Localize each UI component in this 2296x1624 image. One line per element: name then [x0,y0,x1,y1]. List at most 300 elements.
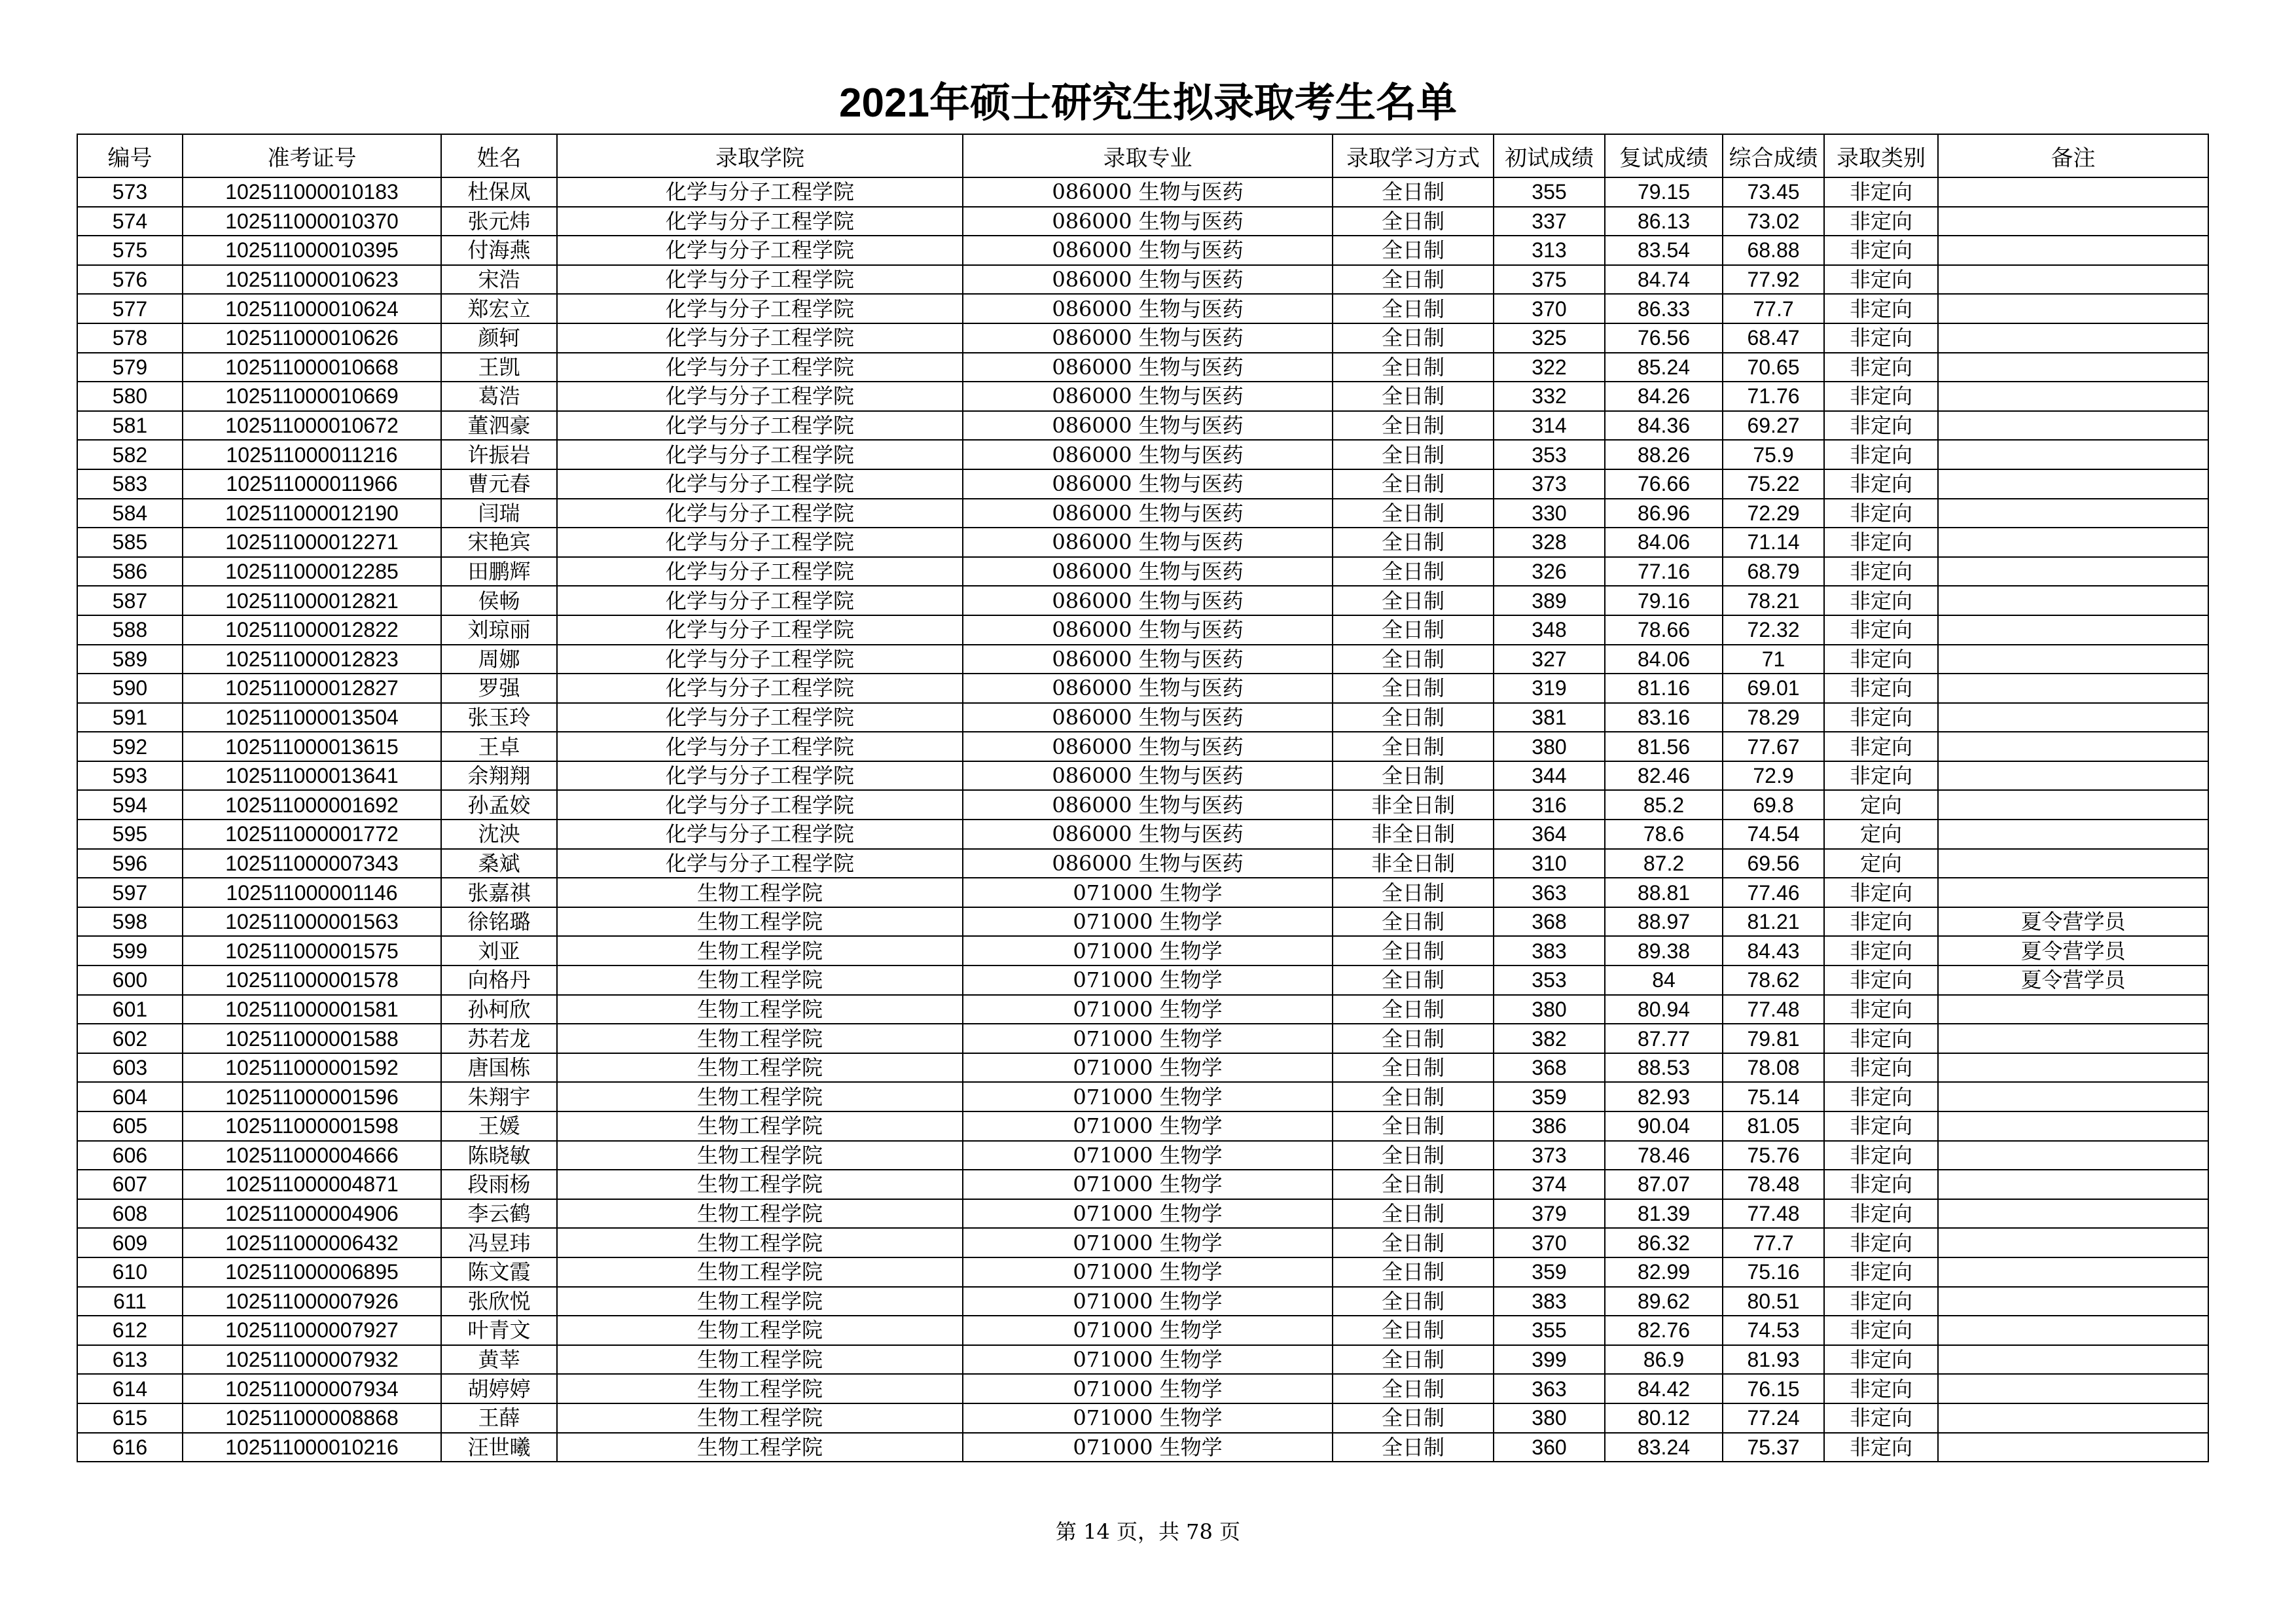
cell-retest-score: 86.96 [1605,499,1723,528]
cell-number: 615 [77,1403,183,1433]
cell-remarks [1938,1170,2208,1199]
cell-total-score: 69.01 [1723,674,1824,703]
cell-major: 086000 生物与医药 [963,674,1333,703]
cell-remarks [1938,878,2208,907]
cell-exam-id: 102511000007343 [183,849,441,878]
cell-total-score: 77.48 [1723,995,1824,1024]
cell-name: 唐国栋 [441,1053,557,1083]
cell-remarks [1938,353,2208,382]
cell-remarks [1938,849,2208,878]
table-row [77,1403,2208,1433]
cell-initial-score: 353 [1494,965,1605,995]
cell-initial-score: 355 [1494,177,1605,207]
cell-remarks [1938,1403,2208,1433]
cell-retest-score: 80.12 [1605,1403,1723,1433]
cell-admission-type: 非定向 [1824,1345,1938,1375]
cell-retest-score: 88.53 [1605,1053,1723,1083]
cell-study-mode: 全日制 [1333,907,1494,937]
cell-number: 596 [77,849,183,878]
cell-exam-id: 102511000001692 [183,790,441,820]
column-header-major: 录取专业 [963,134,1333,177]
cell-college: 化学与分子工程学院 [557,790,963,820]
cell-major: 086000 生物与医药 [963,790,1333,820]
table-row [77,1228,2208,1257]
cell-remarks [1938,207,2208,236]
cell-total-score: 78.62 [1723,965,1824,995]
cell-college: 化学与分子工程学院 [557,528,963,557]
cell-remarks [1938,1345,2208,1375]
cell-initial-score: 379 [1494,1199,1605,1229]
cell-name: 徐铭璐 [441,907,557,937]
cell-admission-type: 非定向 [1824,207,1938,236]
cell-number: 586 [77,557,183,586]
cell-college: 生物工程学院 [557,878,963,907]
cell-remarks [1938,790,2208,820]
cell-study-mode: 非全日制 [1333,790,1494,820]
cell-exam-id: 102511000007934 [183,1374,441,1403]
cell-name: 葛浩 [441,382,557,411]
cell-study-mode: 全日制 [1333,1053,1494,1083]
cell-name: 宋艳宾 [441,528,557,557]
cell-initial-score: 399 [1494,1345,1605,1375]
cell-college: 生物工程学院 [557,1141,963,1170]
cell-exam-id: 102511000010626 [183,323,441,353]
cell-initial-score: 359 [1494,1257,1605,1287]
cell-admission-type: 非定向 [1824,965,1938,995]
table-row [77,645,2208,674]
cell-college: 化学与分子工程学院 [557,294,963,323]
cell-college: 生物工程学院 [557,965,963,995]
cell-remarks [1938,411,2208,441]
cell-exam-id: 102511000001575 [183,936,441,965]
cell-total-score: 71.14 [1723,528,1824,557]
cell-name: 陈晓敏 [441,1141,557,1170]
cell-retest-score: 86.32 [1605,1228,1723,1257]
cell-remarks [1938,265,2208,295]
cell-major: 071000 生物学 [963,1345,1333,1375]
cell-retest-score: 84.42 [1605,1374,1723,1403]
table-row [77,323,2208,353]
table-row [77,207,2208,236]
cell-retest-score: 87.07 [1605,1170,1723,1199]
cell-study-mode: 全日制 [1333,236,1494,265]
cell-admission-type: 非定向 [1824,1403,1938,1433]
cell-total-score: 72.29 [1723,499,1824,528]
cell-college: 生物工程学院 [557,1374,963,1403]
table-row [77,236,2208,265]
cell-exam-id: 102511000012821 [183,586,441,615]
cell-retest-score: 81.16 [1605,674,1723,703]
cell-major: 071000 生物学 [963,1228,1333,1257]
cell-major: 071000 生物学 [963,1082,1333,1111]
cell-exam-id: 102511000011966 [183,469,441,499]
cell-college: 化学与分子工程学院 [557,236,963,265]
cell-name: 田鹏辉 [441,557,557,586]
cell-exam-id: 102511000010672 [183,411,441,441]
cell-major: 086000 生物与医药 [963,849,1333,878]
cell-retest-score: 89.38 [1605,936,1723,965]
cell-remarks [1938,645,2208,674]
cell-exam-id: 102511000004666 [183,1141,441,1170]
cell-total-score: 79.81 [1723,1024,1824,1053]
cell-retest-score: 79.15 [1605,177,1723,207]
cell-exam-id: 102511000001592 [183,1053,441,1083]
cell-exam-id: 102511000004871 [183,1170,441,1199]
table-row [77,1257,2208,1287]
table-row [77,1082,2208,1111]
cell-name: 苏若龙 [441,1024,557,1053]
cell-college: 化学与分子工程学院 [557,207,963,236]
cell-exam-id: 102511000010395 [183,236,441,265]
table-row [77,907,2208,937]
cell-college: 化学与分子工程学院 [557,557,963,586]
cell-admission-type: 非定向 [1824,528,1938,557]
cell-number: 587 [77,586,183,615]
table-row [77,936,2208,965]
cell-major: 071000 生物学 [963,1374,1333,1403]
cell-total-score: 71 [1723,645,1824,674]
cell-total-score: 75.9 [1723,440,1824,469]
cell-remarks [1938,440,2208,469]
cell-major: 071000 生物学 [963,1111,1333,1141]
table-row [77,1024,2208,1053]
cell-study-mode: 全日制 [1333,936,1494,965]
cell-number: 602 [77,1024,183,1053]
cell-major: 071000 生物学 [963,965,1333,995]
cell-name: 颜轲 [441,323,557,353]
table-row [77,469,2208,499]
cell-study-mode: 全日制 [1333,995,1494,1024]
cell-major: 086000 生物与医药 [963,732,1333,761]
cell-remarks [1938,382,2208,411]
cell-study-mode: 全日制 [1333,645,1494,674]
cell-major: 071000 生物学 [963,907,1333,937]
table-row [77,820,2208,849]
cell-study-mode: 全日制 [1333,1199,1494,1229]
cell-exam-id: 102511000001598 [183,1111,441,1141]
cell-exam-id: 102511000001563 [183,907,441,937]
cell-admission-type: 非定向 [1824,732,1938,761]
cell-name: 朱翔宇 [441,1082,557,1111]
cell-initial-score: 370 [1494,1228,1605,1257]
cell-admission-type: 非定向 [1824,878,1938,907]
cell-initial-score: 322 [1494,353,1605,382]
cell-college: 生物工程学院 [557,995,963,1024]
cell-retest-score: 78.66 [1605,615,1723,645]
cell-total-score: 77.92 [1723,265,1824,295]
cell-college: 生物工程学院 [557,1345,963,1375]
cell-total-score: 72.32 [1723,615,1824,645]
column-header-initial-score: 初试成绩 [1494,134,1605,177]
cell-exam-id: 102511000010370 [183,207,441,236]
cell-exam-id: 102511000010216 [183,1433,441,1462]
table-row [77,878,2208,907]
table-row [77,1170,2208,1199]
cell-initial-score: 380 [1494,1403,1605,1433]
cell-retest-score: 82.46 [1605,761,1723,791]
cell-study-mode: 全日制 [1333,878,1494,907]
cell-total-score: 73.45 [1723,177,1824,207]
cell-number: 598 [77,907,183,937]
cell-remarks [1938,1257,2208,1287]
cell-number: 607 [77,1170,183,1199]
cell-number: 605 [77,1111,183,1141]
cell-retest-score: 88.26 [1605,440,1723,469]
cell-retest-score: 77.16 [1605,557,1723,586]
cell-remarks [1938,557,2208,586]
table-row [77,294,2208,323]
cell-major: 086000 生物与医药 [963,177,1333,207]
cell-exam-id: 102511000001146 [183,878,441,907]
cell-admission-type: 非定向 [1824,382,1938,411]
cell-number: 609 [77,1228,183,1257]
cell-number: 610 [77,1257,183,1287]
cell-initial-score: 359 [1494,1082,1605,1111]
cell-major: 071000 生物学 [963,1024,1333,1053]
cell-remarks [1938,469,2208,499]
cell-initial-score: 368 [1494,907,1605,937]
cell-total-score: 77.46 [1723,878,1824,907]
cell-retest-score: 89.62 [1605,1287,1723,1316]
cell-admission-type: 非定向 [1824,936,1938,965]
cell-college: 化学与分子工程学院 [557,440,963,469]
cell-initial-score: 313 [1494,236,1605,265]
cell-college: 生物工程学院 [557,1228,963,1257]
cell-initial-score: 363 [1494,878,1605,907]
cell-initial-score: 310 [1494,849,1605,878]
cell-major: 086000 生物与医药 [963,323,1333,353]
cell-admission-type: 非定向 [1824,1257,1938,1287]
cell-major: 086000 生物与医药 [963,557,1333,586]
column-header-college: 录取学院 [557,134,963,177]
cell-exam-id: 102511000012285 [183,557,441,586]
cell-college: 化学与分子工程学院 [557,353,963,382]
cell-study-mode: 全日制 [1333,703,1494,732]
table-row [77,353,2208,382]
cell-exam-id: 102511000010624 [183,294,441,323]
cell-initial-score: 380 [1494,995,1605,1024]
cell-admission-type: 定向 [1824,820,1938,849]
cell-exam-id: 102511000012271 [183,528,441,557]
cell-remarks [1938,1199,2208,1229]
cell-major: 086000 生物与医药 [963,440,1333,469]
cell-study-mode: 全日制 [1333,586,1494,615]
cell-major: 071000 生物学 [963,1257,1333,1287]
cell-initial-score: 383 [1494,936,1605,965]
cell-name: 张欣悦 [441,1287,557,1316]
cell-remarks [1938,732,2208,761]
cell-exam-id: 102511000007927 [183,1316,441,1345]
cell-name: 桑斌 [441,849,557,878]
cell-total-score: 73.02 [1723,207,1824,236]
cell-college: 化学与分子工程学院 [557,849,963,878]
cell-number: 584 [77,499,183,528]
cell-name: 付海燕 [441,236,557,265]
cell-name: 刘亚 [441,936,557,965]
cell-total-score: 68.79 [1723,557,1824,586]
table-header-row [77,134,2208,177]
cell-study-mode: 全日制 [1333,1111,1494,1141]
cell-total-score: 78.21 [1723,586,1824,615]
cell-exam-id: 102511000012190 [183,499,441,528]
cell-name: 董泗豪 [441,411,557,441]
cell-total-score: 81.05 [1723,1111,1824,1141]
cell-college: 生物工程学院 [557,1082,963,1111]
cell-study-mode: 全日制 [1333,382,1494,411]
cell-number: 589 [77,645,183,674]
table-row [77,849,2208,878]
cell-admission-type: 非定向 [1824,907,1938,937]
cell-remarks [1938,323,2208,353]
cell-major: 071000 生物学 [963,1141,1333,1170]
cell-major: 086000 生物与医药 [963,586,1333,615]
cell-college: 化学与分子工程学院 [557,615,963,645]
cell-name: 胡婷婷 [441,1374,557,1403]
cell-exam-id: 102511000011216 [183,440,441,469]
column-header-total-score: 综合成绩 [1723,134,1824,177]
cell-exam-id: 102511000008868 [183,1403,441,1433]
cell-name: 张玉玲 [441,703,557,732]
cell-college: 化学与分子工程学院 [557,469,963,499]
table-row [77,1316,2208,1345]
cell-major: 086000 生物与医药 [963,265,1333,295]
cell-total-score: 75.76 [1723,1141,1824,1170]
cell-name: 段雨杨 [441,1170,557,1199]
cell-retest-score: 82.93 [1605,1082,1723,1111]
cell-remarks [1938,1082,2208,1111]
cell-study-mode: 全日制 [1333,1228,1494,1257]
cell-remarks [1938,703,2208,732]
cell-number: 585 [77,528,183,557]
cell-retest-score: 86.9 [1605,1345,1723,1375]
cell-name: 王凯 [441,353,557,382]
cell-study-mode: 全日制 [1333,207,1494,236]
cell-total-score: 68.47 [1723,323,1824,353]
cell-retest-score: 82.99 [1605,1257,1723,1287]
cell-remarks [1938,177,2208,207]
cell-college: 生物工程学院 [557,1199,963,1229]
column-header-name: 姓名 [441,134,557,177]
cell-retest-score: 87.77 [1605,1024,1723,1053]
cell-remarks [1938,761,2208,791]
cell-college: 生物工程学院 [557,1257,963,1287]
cell-retest-score: 90.04 [1605,1111,1723,1141]
cell-number: 576 [77,265,183,295]
cell-remarks [1938,1111,2208,1141]
cell-number: 588 [77,615,183,645]
cell-name: 沈泱 [441,820,557,849]
cell-name: 罗强 [441,674,557,703]
column-header-study-mode: 录取学习方式 [1333,134,1494,177]
cell-number: 595 [77,820,183,849]
cell-total-score: 77.7 [1723,294,1824,323]
admission-table [77,134,2209,1462]
cell-admission-type: 非定向 [1824,353,1938,382]
cell-name: 李云鹤 [441,1199,557,1229]
cell-total-score: 78.08 [1723,1053,1824,1083]
cell-retest-score: 84.36 [1605,411,1723,441]
table-row [77,1287,2208,1316]
cell-admission-type: 非定向 [1824,1111,1938,1141]
cell-major: 086000 生物与医药 [963,761,1333,791]
cell-total-score: 77.7 [1723,1228,1824,1257]
cell-admission-type: 非定向 [1824,995,1938,1024]
cell-college: 化学与分子工程学院 [557,703,963,732]
cell-retest-score: 82.76 [1605,1316,1723,1345]
cell-study-mode: 全日制 [1333,1287,1494,1316]
table-row [77,586,2208,615]
cell-exam-id: 102511000012822 [183,615,441,645]
cell-initial-score: 373 [1494,1141,1605,1170]
cell-name: 郑宏立 [441,294,557,323]
cell-total-score: 81.93 [1723,1345,1824,1375]
cell-study-mode: 非全日制 [1333,849,1494,878]
cell-retest-score: 84.74 [1605,265,1723,295]
cell-initial-score: 332 [1494,382,1605,411]
column-header-remarks: 备注 [1938,134,2208,177]
cell-total-score: 72.9 [1723,761,1824,791]
cell-remarks [1938,1316,2208,1345]
page-title: 2021年硕士研究生拟录取考生名单 [839,81,1457,126]
cell-retest-score: 86.13 [1605,207,1723,236]
table-row [77,1345,2208,1375]
cell-major: 086000 生物与医药 [963,469,1333,499]
cell-initial-score: 370 [1494,294,1605,323]
cell-total-score: 75.14 [1723,1082,1824,1111]
cell-number: 600 [77,965,183,995]
cell-retest-score: 78.46 [1605,1141,1723,1170]
cell-exam-id: 102511000001588 [183,1024,441,1053]
cell-major: 086000 生物与医药 [963,411,1333,441]
cell-study-mode: 全日制 [1333,1403,1494,1433]
cell-initial-score: 381 [1494,703,1605,732]
cell-study-mode: 全日制 [1333,1257,1494,1287]
cell-remarks [1938,586,2208,615]
cell-major: 086000 生物与医药 [963,207,1333,236]
cell-study-mode: 全日制 [1333,323,1494,353]
cell-college: 化学与分子工程学院 [557,674,963,703]
cell-remarks [1938,1141,2208,1170]
cell-total-score: 76.15 [1723,1374,1824,1403]
cell-study-mode: 全日制 [1333,177,1494,207]
cell-major: 071000 生物学 [963,1403,1333,1433]
table-row [77,265,2208,295]
cell-retest-score: 84 [1605,965,1723,995]
cell-college: 生物工程学院 [557,1287,963,1316]
cell-study-mode: 全日制 [1333,965,1494,995]
cell-number: 593 [77,761,183,791]
cell-exam-id: 102511000013504 [183,703,441,732]
table-row [77,1199,2208,1229]
cell-major: 086000 生物与医药 [963,353,1333,382]
cell-exam-id: 102511000012827 [183,674,441,703]
cell-initial-score: 386 [1494,1111,1605,1141]
cell-total-score: 75.37 [1723,1433,1824,1462]
cell-retest-score: 84.06 [1605,645,1723,674]
cell-college: 生物工程学院 [557,907,963,937]
cell-retest-score: 84.26 [1605,382,1723,411]
cell-major: 086000 生物与医药 [963,382,1333,411]
cell-number: 616 [77,1433,183,1462]
cell-remarks [1938,294,2208,323]
cell-retest-score: 84.06 [1605,528,1723,557]
table-row [77,1374,2208,1403]
table-row [77,995,2208,1024]
cell-initial-score: 380 [1494,732,1605,761]
cell-number: 606 [77,1141,183,1170]
cell-total-score: 80.51 [1723,1287,1824,1316]
cell-retest-score: 78.6 [1605,820,1723,849]
